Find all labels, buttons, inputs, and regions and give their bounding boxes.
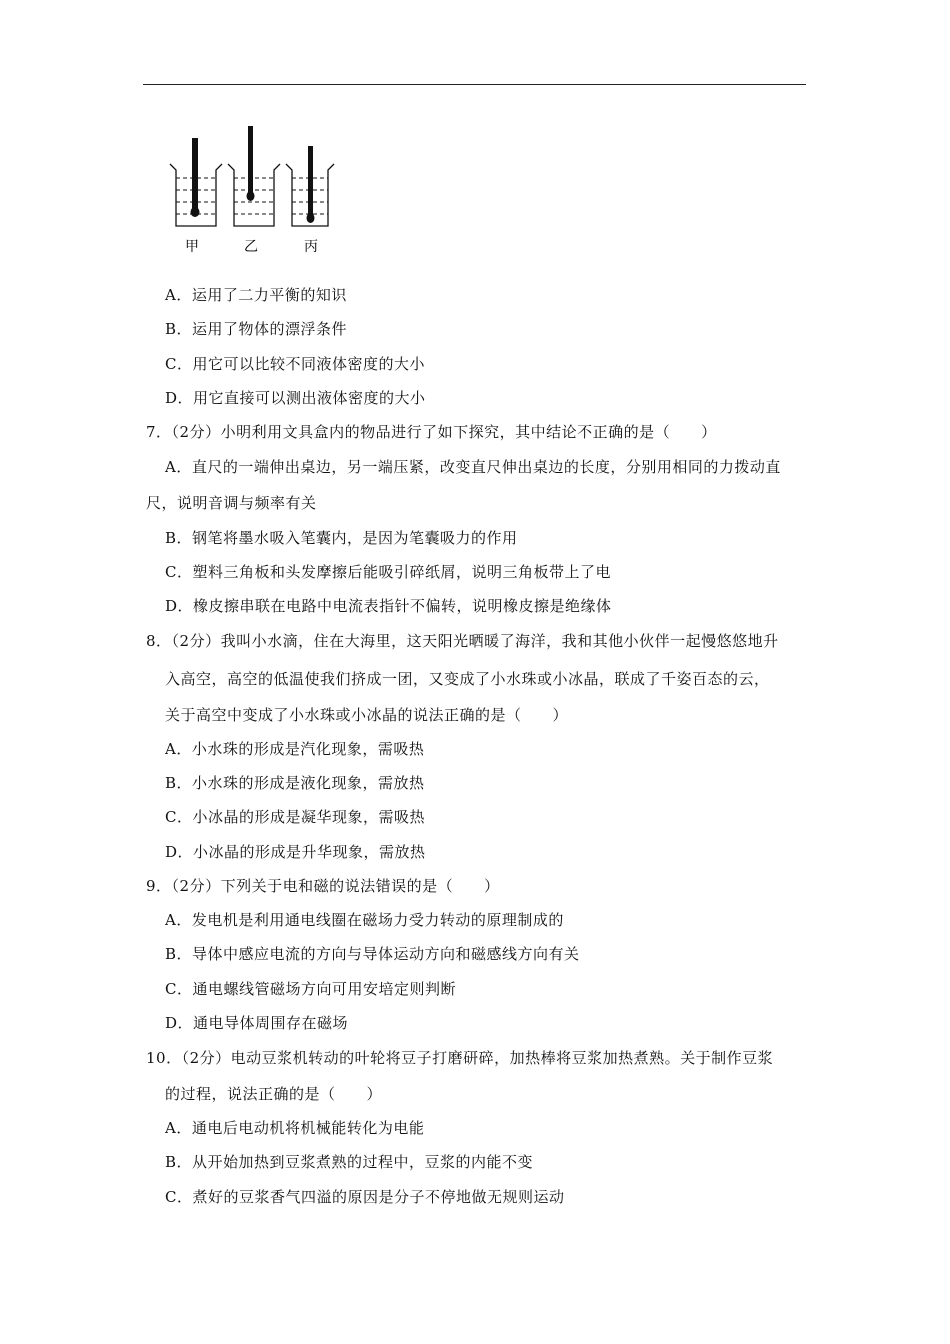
- q6-option-c: C．用它可以比较不同液体密度的大小: [165, 355, 425, 373]
- densimeter-figure: [160, 120, 350, 260]
- q8-option-d: D．小冰晶的形成是升华现象，需放热: [165, 843, 426, 861]
- q7-stem: 7．（2分）小明利用文具盒内的物品进行了如下探究，其中结论不正确的是（ ）: [146, 423, 717, 441]
- q8-stem-line-2: 入高空，高空的低温使我们挤成一团，又变成了小水珠或小冰晶，联成了千姿百态的云，: [165, 670, 770, 688]
- q7-option-b: B．钢笔将墨水吸入笔囊内，是因为笔囊吸力的作用: [165, 529, 518, 547]
- densimeter-yi: [247, 126, 255, 201]
- q7-option-a-cont: 尺，说明音调与频率有关: [146, 494, 317, 512]
- q8-stem-line-3: 关于高空中变成了小水珠或小冰晶的说法正确的是（ ）: [165, 706, 569, 724]
- q9-option-b: B．导体中感应电流的方向与导体运动方向和磁感线方向有关: [165, 945, 580, 963]
- q9-stem: 9．（2分）下列关于电和磁的说法错误的是（ ）: [146, 877, 500, 895]
- q8-option-a: A．小水珠的形成是汽化现象，需吸热: [165, 740, 425, 758]
- q9-option-d: D．通电导体周围存在磁场: [165, 1014, 349, 1032]
- q8-option-b: B．小水珠的形成是液化现象，需放热: [165, 774, 425, 792]
- beakers-diagram: [160, 120, 350, 260]
- header-rule: [143, 84, 806, 85]
- q6-option-d: D．用它直接可以测出液体密度的大小: [165, 389, 426, 407]
- q6-option-b: B．运用了物体的漂浮条件: [165, 320, 348, 338]
- q7-option-a: A．直尺的一端伸出桌边，另一端压紧，改变直尺伸出桌边的长度，分别用相同的力拨动直: [165, 458, 781, 476]
- q7-option-c: C．塑料三角板和头发摩擦后能吸引碎纸屑，说明三角板带上了电: [165, 563, 611, 581]
- figure-label-yi: 乙: [244, 239, 258, 255]
- figure-label-jia: 甲: [185, 239, 199, 255]
- q10-stem-line-1: 10．（2分）电动豆浆机转动的叶轮将豆子打磨研碎，加热棒将豆浆加热煮熟。关于制作豆浆: [146, 1049, 774, 1067]
- q10-option-a: A．通电后电动机将机械能转化为电能: [165, 1119, 425, 1137]
- q8-option-c: C．小冰晶的形成是凝华现象，需吸热: [165, 808, 425, 826]
- q10-stem-line-2: 的过程，说法正确的是（ ）: [165, 1085, 383, 1103]
- q9-option-a: A．发电机是利用通电线圈在磁场力受力转动的原理制成的: [165, 911, 564, 929]
- q7-option-d: D．橡皮擦串联在电路中电流表指针不偏转，说明橡皮擦是绝缘体: [165, 597, 612, 615]
- figure-label-bing: 丙: [304, 239, 318, 255]
- densimeter-jia: [191, 138, 200, 217]
- q8-stem-line-1: 8．（2分）我叫小水滴，住在大海里，这天阳光晒暖了海洋，我和其他小伙伴一起慢悠悠地升: [146, 632, 779, 650]
- q10-option-b: B．从开始加热到豆浆煮熟的过程中，豆浆的内能不变: [165, 1153, 534, 1171]
- q9-option-c: C．通电螺线管磁场方向可用安培定则判断: [165, 980, 456, 998]
- densimeter-bing: [307, 146, 315, 223]
- q6-option-a: A．运用了二力平衡的知识: [165, 286, 347, 304]
- q10-option-c: C．煮好的豆浆香气四溢的原因是分子不停地做无规则运动: [165, 1188, 565, 1206]
